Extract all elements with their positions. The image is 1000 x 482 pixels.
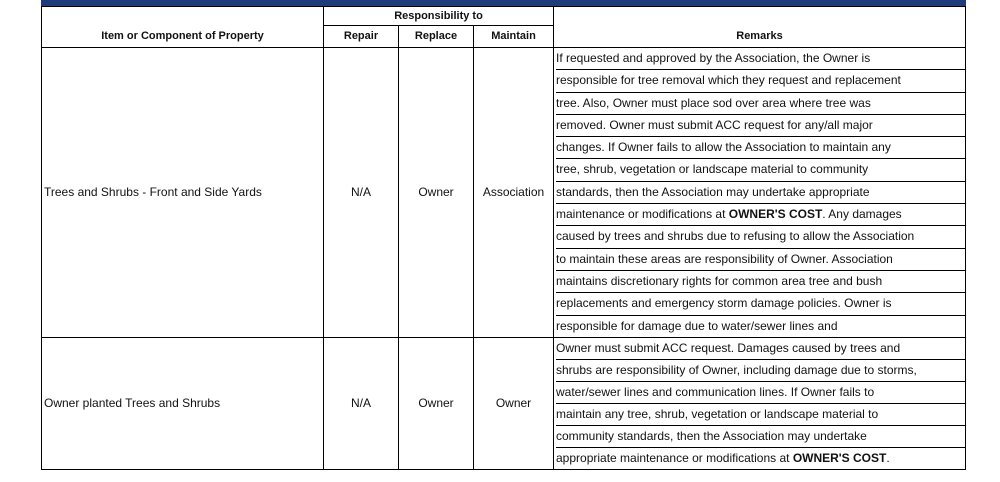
remark-line: removed. Owner must submit ACC request for any/all major bbox=[556, 115, 965, 137]
replace-cell: Owner bbox=[399, 337, 474, 469]
remark-line: maintain any tree, shrub, vegetation or landscape material to bbox=[556, 404, 965, 426]
repair-column-header: Repair bbox=[324, 26, 399, 48]
remark-line: responsible for damage due to water/sewer lines and bbox=[556, 318, 838, 333]
item-cell: Trees and Shrubs - Front and Side Yards bbox=[42, 48, 324, 338]
item-cell: Owner planted Trees and Shrubs bbox=[42, 337, 324, 469]
owners-cost-emphasis: OWNER'S COST bbox=[792, 450, 887, 465]
responsibility-table bbox=[41, 6, 966, 470]
remark-line-emphasis bbox=[556, 448, 965, 469]
repair-cell: N/A bbox=[324, 48, 399, 338]
responsibility-header: Responsibility to bbox=[324, 7, 554, 26]
replace-column-header: Replace bbox=[399, 26, 474, 48]
item-column-header: Item or Component of Property bbox=[42, 7, 324, 48]
maintain-cell: Owner bbox=[474, 337, 554, 469]
remark-line: changes. If Owner fails to allow the Association to maintain any bbox=[556, 137, 965, 159]
remark-line: replacements and emergency storm damage policies. Owner is bbox=[556, 293, 965, 315]
remark-text: appropriate maintenance or modifications at bbox=[556, 450, 793, 465]
remark-line: caused by trees and shrubs due to refusing to allow the Association bbox=[556, 226, 965, 248]
remark-line: water/sewer lines and communication lines. If Owner fails to bbox=[556, 382, 965, 404]
repair-cell: N/A bbox=[324, 337, 399, 469]
remark-tail: . Any damages bbox=[822, 207, 902, 222]
table-row bbox=[42, 48, 966, 338]
remark-tail: . bbox=[886, 450, 890, 465]
remark-line: standards, then the Association may undertake appropriate bbox=[556, 182, 965, 204]
owners-cost-emphasis: OWNER'S COST bbox=[728, 207, 823, 222]
remark-line-emphasis bbox=[556, 204, 965, 226]
header-row-top bbox=[42, 7, 966, 26]
maintain-cell: Association bbox=[474, 48, 554, 338]
maintain-column-header: Maintain bbox=[474, 26, 554, 48]
remark-line: responsible for tree removal which they request and replacement bbox=[556, 70, 965, 92]
remark-line: to maintain these areas are responsibility of Owner. Association bbox=[556, 249, 965, 271]
replace-cell: Owner bbox=[399, 48, 474, 338]
remarks-cell bbox=[554, 48, 966, 338]
remark-text: maintenance or modifications at bbox=[556, 207, 729, 222]
table-row bbox=[42, 337, 966, 469]
remark-line: If requested and approved by the Association, the Owner is bbox=[556, 48, 965, 70]
remark-line: community standards, then the Association may undertake bbox=[556, 426, 965, 448]
remark-line: tree. Also, Owner must place sod over area where tree was bbox=[556, 93, 965, 115]
remark-line: Owner must submit ACC request. Damages caused by trees and bbox=[556, 338, 965, 360]
remarks-column-header: Remarks bbox=[554, 7, 966, 48]
remark-line: tree, shrub, vegetation or landscape material to community bbox=[556, 159, 965, 181]
remark-line: shrubs are responsibility of Owner, including damage due to storms, bbox=[556, 360, 965, 382]
remark-line: maintains discretionary rights for common area tree and bush bbox=[556, 271, 965, 293]
remarks-cell bbox=[554, 337, 966, 469]
